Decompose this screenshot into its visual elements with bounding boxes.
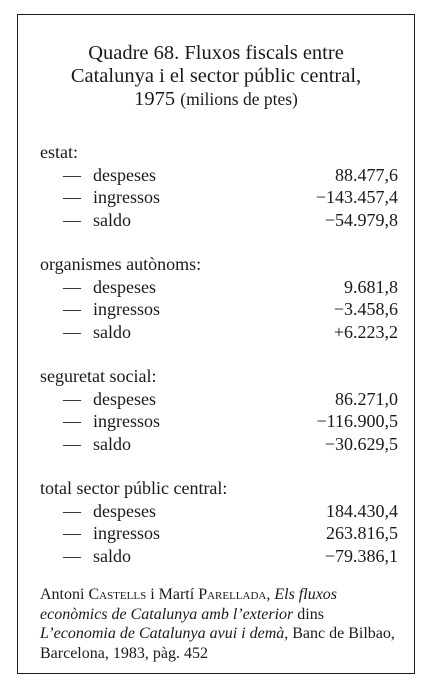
section-estat [40,141,398,231]
source-dins: dins [297,605,324,623]
row-label: — despeses [63,500,156,521]
row-label: — saldo [63,545,131,566]
section-organismes-autonoms [40,253,398,343]
table-row [40,298,398,321]
row-value: 9.681,8 [344,276,398,297]
table-row [40,433,398,456]
author-connector: i [150,586,155,603]
title-unit: (milions de ptes) [180,89,298,109]
dash-mark: — [63,209,81,230]
table-title [18,42,414,111]
row-label: — despeses [63,276,156,297]
source-citation: Antoni Castells i Martí Parellada, Els fluxos econòmics de Catalunya amb l’exterior dins L’economia de Catalunya avui i demà, Banc de Bilbao, Barcelona, 1983, pàg. 452 [40,586,395,662]
section-total-sector-public-central [40,477,398,567]
table-row [40,500,398,523]
dash-mark: — [63,164,81,185]
dash-mark: — [63,500,81,521]
row-value: −54.979,8 [324,209,398,230]
title-line-2: Catalunya i el sector públic central, [70,65,362,87]
row-label: — saldo [63,209,131,230]
book-title: L’economia de Catalunya avui i demà [40,625,285,642]
row-label: — saldo [63,433,131,454]
table-row [40,388,398,411]
row-label: — ingressos [63,411,160,431]
dash-mark: — [63,276,81,297]
title-year: 1975 [134,88,176,110]
table-row [40,276,398,299]
table-row [40,186,398,209]
article-title: Els fluxos econòmics de Catalunya amb l’exterior [40,586,338,623]
author1-first: Antoni [40,586,85,603]
fiscal-flows-table [40,141,398,589]
dash-mark: — [63,299,81,319]
dash-mark: — [63,523,81,543]
table-frame [17,14,415,674]
row-label: — saldo [63,321,131,342]
title-line-3 [18,88,414,111]
dash-mark: — [63,411,81,431]
publisher-info: , Banc de Bilbao, Barcelona, 1983, pàg. 452 [40,625,395,662]
author2-first: Martí [158,586,195,603]
section-heading: organismes autònoms: [40,254,202,274]
row-value: 88.477,6 [335,164,398,185]
dash-mark: — [63,545,81,566]
row-value: 86.271,0 [335,388,398,409]
author2-last: Parellada [198,586,267,603]
title-line-1: Quadre 68. Fluxos fiscals entre [88,42,344,64]
row-label: — despeses [63,388,156,409]
section-heading: total sector públic central: [40,478,228,498]
dash-mark: — [63,321,81,342]
table-row [40,522,398,545]
row-value: −79.386,1 [324,545,398,566]
table-row [40,209,398,232]
section-seguretat-social [40,365,398,455]
row-value: +6.223,2 [333,321,398,342]
row-value: 184.430,4 [326,500,398,521]
row-value: −3.458,6 [333,299,398,319]
table-row [40,164,398,187]
dash-mark: — [63,433,81,454]
section-heading: estat: [40,142,78,162]
dash-mark: — [63,187,81,207]
row-value: −116.900,5 [316,411,398,431]
table-row [40,410,398,433]
table-row [40,321,398,344]
row-label: — ingressos [63,523,160,543]
section-heading: seguretat social: [40,366,157,386]
dash-mark: — [63,388,81,409]
table-row [40,545,398,568]
row-label: — despeses [63,164,156,185]
row-value: 263.816,5 [326,523,398,543]
row-value: −30.629,5 [324,433,398,454]
row-label: — ingressos [63,187,160,207]
row-label: — ingressos [63,299,160,319]
author1-last: Castells [88,586,147,603]
row-value: −143.457,4 [315,187,398,207]
